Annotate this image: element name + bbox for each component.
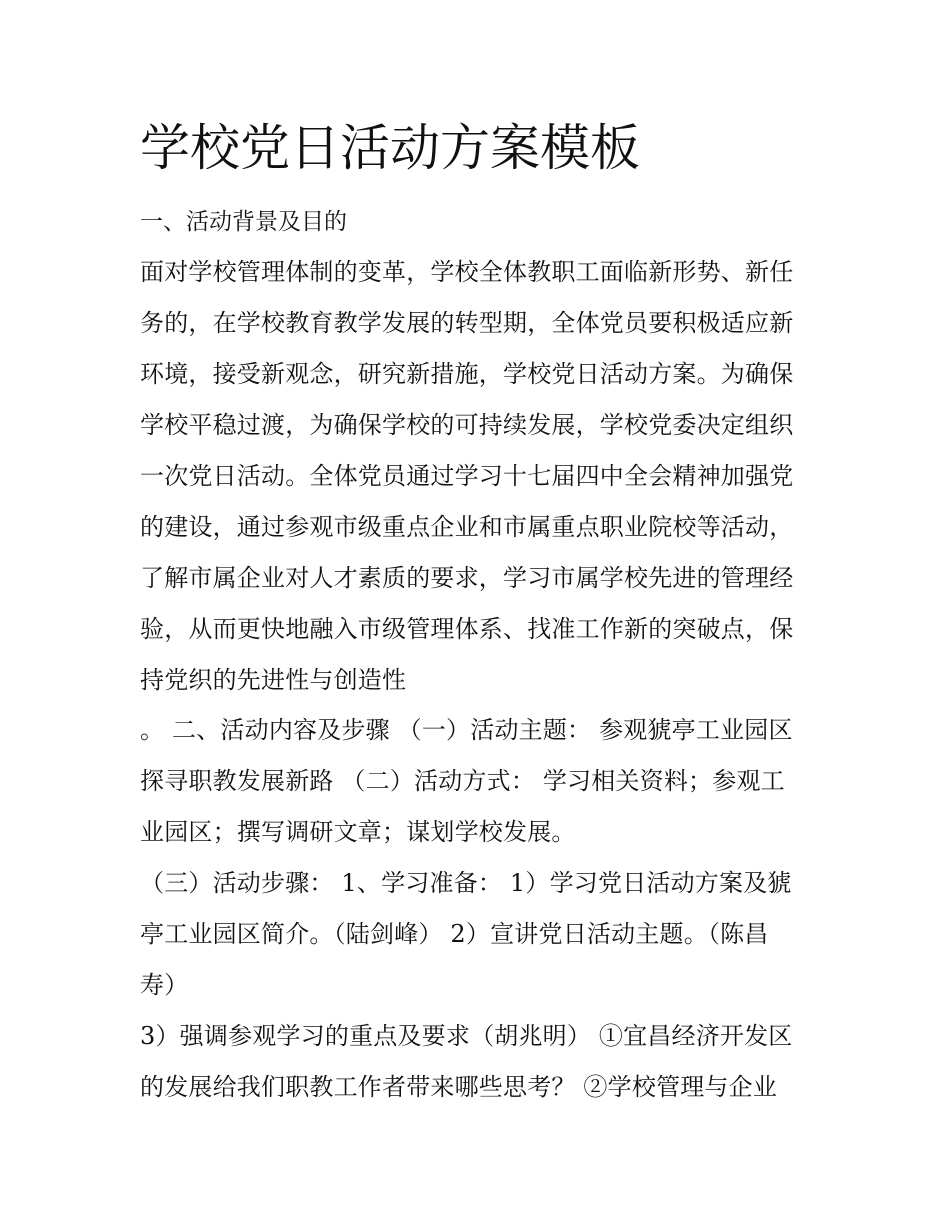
paragraph-line: （三）活动步骤： 1、学习准备： 1）学习党日活动方案及猇 (140, 869, 792, 897)
paragraph-line: 亭工业园区简介。（陆剑峰） 2）宣讲党日活动主题。（陈昌 (140, 920, 769, 948)
paragraph-line: 的建设，通过参观市级重点企业和市属重点职业院校等活动， (140, 513, 794, 541)
paragraph-line: 业园区；撰写调研文章；谋划学校发展。 (140, 818, 576, 846)
section-heading-background: 一、活动背景及目的 (140, 209, 347, 235)
paragraph-line: 持党织的先进性与创造性 (140, 666, 407, 694)
document-title: 学校党日活动方案模板 (140, 119, 640, 177)
paragraph-line: 务的，在学校教育教学发展的转型期，全体党员要积极适应新 (140, 309, 794, 337)
paragraph-line: 的发展给我们职教工作者带来哪些思考？ ②学校管理与企业 (140, 1073, 778, 1101)
paragraph-line: 。 二、活动内容及步骤 （一）活动主题： 参观猇亭工业园区 (140, 716, 793, 744)
paragraph-line: 验，从而更快地融入市级管理体系、找准工作新的突破点，保 (140, 615, 794, 643)
paragraph-line: 了解市属企业对人才素质的要求，学习市属学校先进的管理经 (140, 564, 794, 592)
paragraph-line: 面对学校管理体制的变革，学校全体教职工面临新形势、新任 (140, 258, 794, 286)
paragraph-line: 探寻职教发展新路 （二）活动方式： 学习相关资料；参观工 (140, 767, 785, 795)
paragraph-line: 环境，接受新观念，研究新措施，学校党日活动方案。为确保 (140, 360, 794, 388)
paragraph-line: 一次党日活动。全体党员通过学习十七届四中全会精神加强党 (140, 462, 794, 490)
paragraph-line: 寿） (140, 971, 189, 999)
paragraph-line: 3）强调参观学习的重点及要求（胡兆明） ①宜昌经济开发区 (140, 1022, 793, 1050)
paragraph-line: 学校平稳过渡，为确保学校的可持续发展，学校党委决定组织 (140, 411, 794, 439)
